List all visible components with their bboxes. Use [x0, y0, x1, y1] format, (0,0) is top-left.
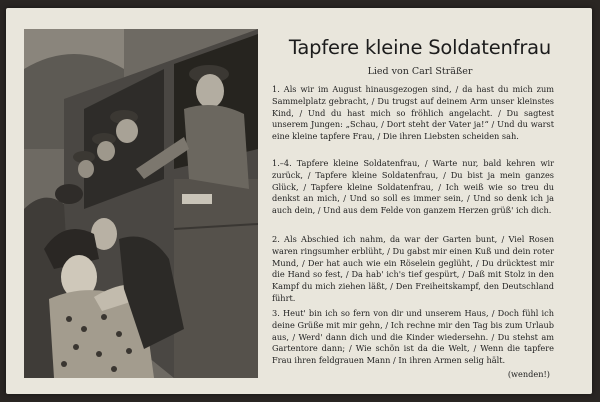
verse-2: 2. Als Abschied ich nahm, da war der Garten bunt, / Viel Rosen waren ringsumher erblüht, / Du gabst mir einen Kuß und dein roter Mund, / Der hat auch wie ein Röselein geglüht, / Du drücktest mir die Hand so fest, / Da hab' ich's tief gespürt, / Daß mit Stolz in den Kampf du mich ziehen läßt, / Den Freiheitskampf, den Deutschland führt. [272, 234, 554, 303]
song-subtitle: Lied von Carl Sträßer [367, 66, 473, 77]
photograph-illustration [24, 29, 258, 378]
song-title: Tapfere kleine Soldatenfrau [288, 36, 552, 59]
verse-3: 3. Heut' bin ich so fern von dir und unserem Haus, / Doch fühl ich deine Grüße mit mir gehn, / Ich rechne mir den Tag bis zum Urlaub aus, / Werd' dann dich und die Kinder wiedersehn. / Du stehst am Gartentore dann; / Wie schön ist da die Welt, / Wenn die tapfere Frau ihren feldgrauen Mann / In ihren Armen selig hält. [272, 308, 554, 366]
refrain: 1.–4. Tapfere kleine Soldatenfrau, / Warte nur, bald kehren wir zurück, / Tapfere kleine Soldatenfrau, / Du bist ja mein ganzes Glück, / Tapfere kleine Soldatenfrau, / Ich weiß wie so treu du denkst an mich, / Und so soll es immer sein, / Und so denk ich ja auch dein, / Und aus dem Felde von ganzem Herzen grüß' ich dich. [272, 158, 554, 216]
turn-over-note: (wenden!) [507, 369, 550, 379]
farewell-photograph [24, 29, 258, 378]
verse-1: 1. Als wir im August hinausgezogen sind, / da hast du mich zum Sammelplatz gebracht, / Du trugst auf deinem Arm unser kleinstes Kind, / Und du hast mich so fröhlich angelacht. / Du sagtest unserem Jungen: „Schau, / Dort steht der Vater ja!“ / Und du warst eine kleine tapfere Frau, / Die ihren Liebsten scheiden sah. [272, 84, 554, 142]
